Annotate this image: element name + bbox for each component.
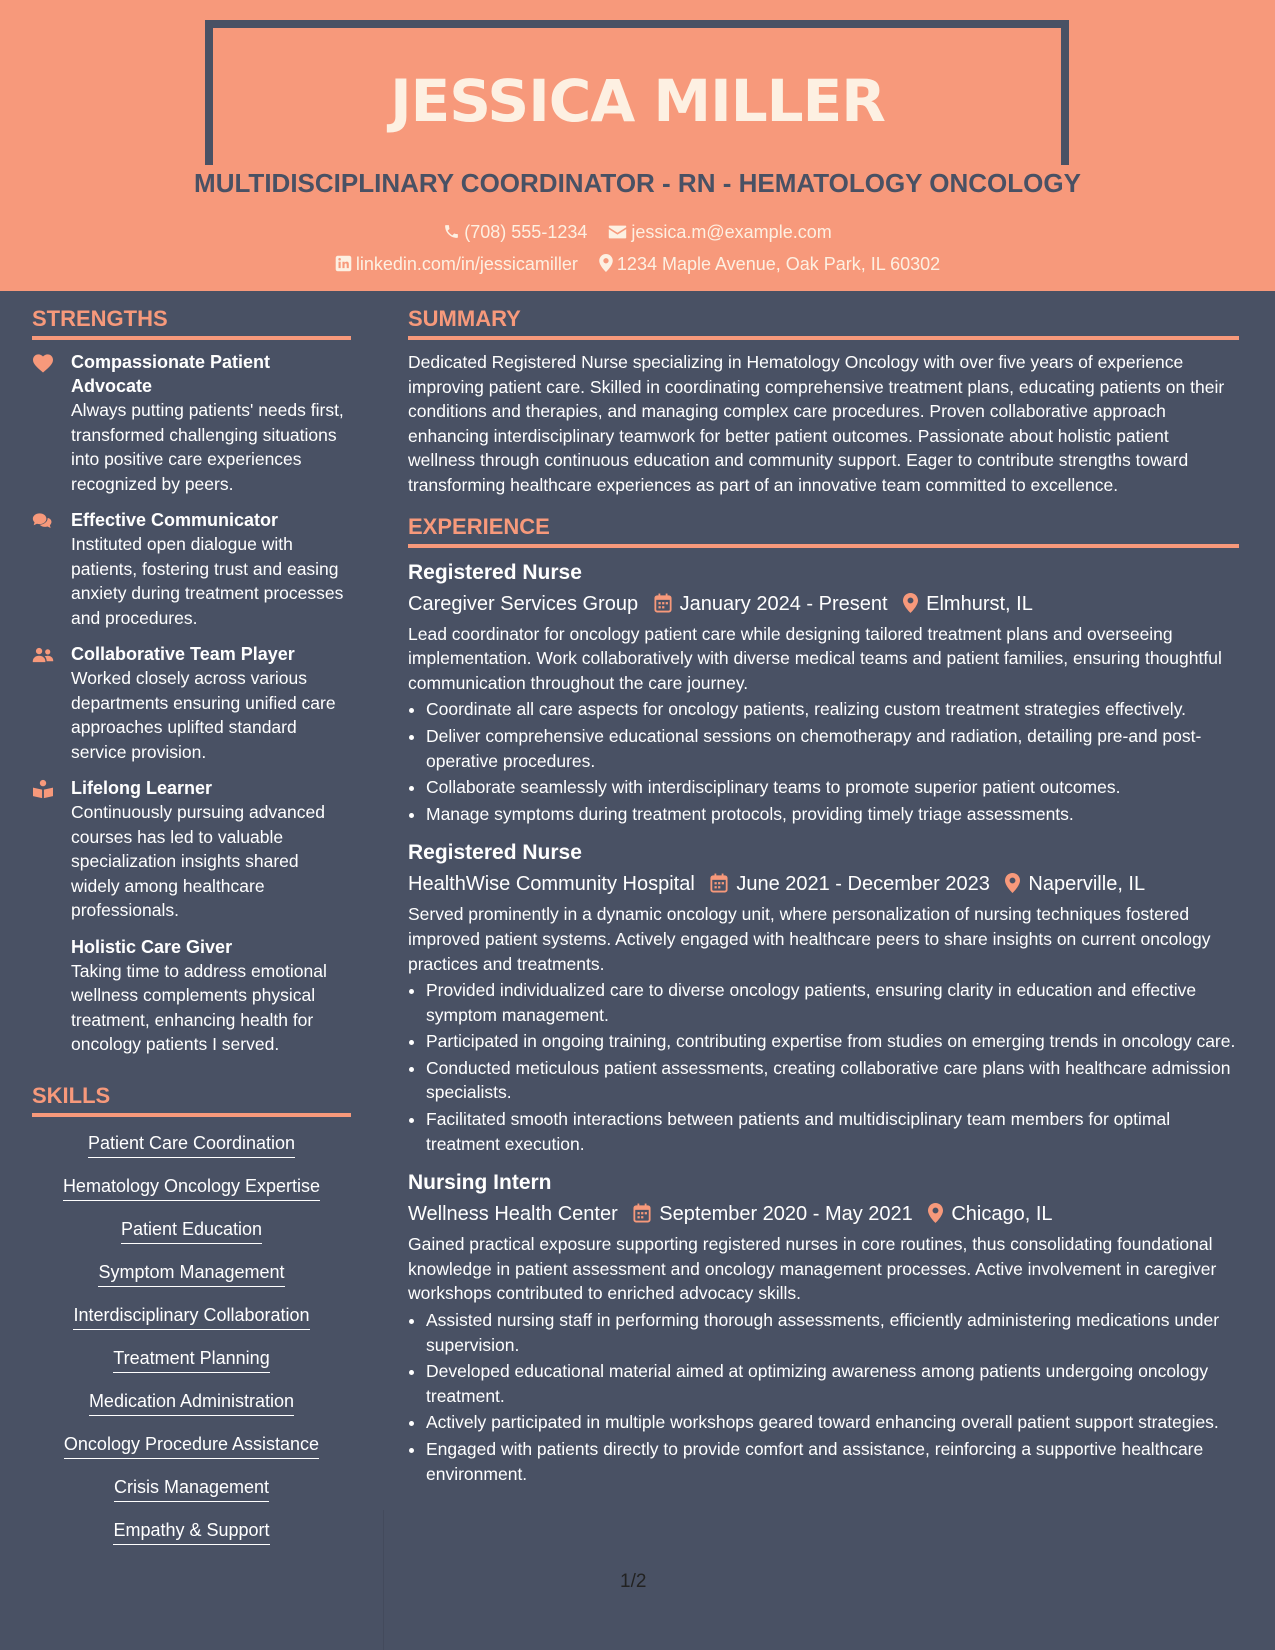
- strength-title: Collaborative Team Player: [71, 644, 295, 664]
- skill-item: Empathy & Support: [113, 1518, 269, 1545]
- job-title: Nursing Intern: [408, 1171, 552, 1195]
- skill-item: Patient Care Coordination: [88, 1131, 295, 1158]
- job-entry: [408, 838, 1239, 1156]
- bullet-item: • Engaged with patients directly to provide comfort and assistance, reinforcing a supportive healthcare environment.: [426, 1437, 1239, 1486]
- bullet-item: • Collaborate seamlessly with interdisciplinary teams to promote superior patient outcomes.: [426, 775, 1239, 800]
- strength-desc: Always putting patients' needs first, transformed challenging situations into positive care experiences recognized by peers.: [71, 400, 344, 494]
- job-location-text: Elmhurst, IL: [926, 592, 1033, 615]
- job-dates: [654, 588, 888, 620]
- strength-title: Effective Communicator: [71, 510, 279, 530]
- job-dates: [633, 1198, 913, 1230]
- skill-item: Symptom Management: [98, 1260, 284, 1287]
- contact-row-2: [0, 251, 1275, 277]
- bullet-item: • Manage symptoms during treatment protocols, providing timely triage assessments.: [426, 802, 1239, 827]
- summary-text: Dedicated Registered Nurse specializing in Hematology Oncology with over five years of experience improving patient care. Skilled in coordinating comprehensive treatment plans, educating patients on their conditions and therapies, and managing complex care procedures. Proven collaborative approach enhancing interdisciplinary teamwork for better patient outcomes. Passionate about holistic patient wellness through continuous education and community support. Eager to contribute strengths toward transforming healthcare experiences as part of an innovative team committed to excellence.: [408, 352, 1225, 495]
- job-company: Caregiver Services Group: [408, 592, 639, 615]
- strength-item: [32, 642, 351, 764]
- bullet-item: • Assisted nursing staff in performing thorough assessments, efficiently administering medications under supervision.: [426, 1308, 1239, 1357]
- skill-item: Treatment Planning: [113, 1346, 269, 1373]
- strength-desc: Worked closely across various departments ensuring unified care approaches uplifted standard service provision.: [71, 668, 336, 762]
- experience-heading: EXPERIENCE: [408, 510, 1239, 548]
- candidate-name: JESSICA MILLER: [390, 67, 885, 135]
- page-number: 1/2: [620, 1571, 647, 1592]
- strength-desc: Taking time to address emotional wellness complements physical treatment, enhancing health for oncology patients I served.: [71, 960, 327, 1054]
- calendar-icon: [710, 873, 728, 893]
- skill-item: Interdisciplinary Collaboration: [73, 1303, 309, 1330]
- strength-item: [32, 935, 351, 1057]
- phone-contact[interactable]: [443, 219, 587, 245]
- envelope-icon: [608, 224, 627, 240]
- strength-item: [32, 508, 351, 630]
- linkedin-icon: [335, 255, 352, 272]
- job-dates: [710, 868, 990, 900]
- job-title: Registered Nurse: [408, 841, 582, 865]
- strength-desc: Continuously pursuing advanced courses has led to valuable specialization insights shared widely among healthcare professionals.: [71, 802, 325, 920]
- skill-item: Crisis Management: [114, 1475, 269, 1502]
- job-description: Lead coordinator for oncology patient care while designing tailored treatment plans and overseeing implementation. Work collaboratively with diverse medical teams and patient families, ensuring thoughtful communication throughout the care journey.: [408, 623, 1222, 693]
- job-company: HealthWise Community Hospital: [408, 873, 695, 896]
- strength-item: [32, 350, 351, 496]
- phone-text: (708) 555-1234: [464, 222, 588, 242]
- job-entry: [408, 1168, 1239, 1486]
- job-title: Registered Nurse: [408, 560, 582, 584]
- email-text: jessica.m@example.com: [631, 222, 832, 242]
- map-pin-icon: [903, 593, 918, 613]
- bullet-item: • Provided individualized care to diverse oncology patients, ensuring clarity in education and effective symptom management.: [426, 978, 1239, 1027]
- strength-desc: Instituted open dialogue with patients, fostering trust and easing anxiety during treatment processes and procedures.: [71, 534, 344, 628]
- bullet-item: • Deliver comprehensive educational sessions on chemotherapy and radiation, detailing pre-and post-operative procedures.: [426, 724, 1239, 773]
- job-location-text: Chicago, IL: [951, 1203, 1053, 1226]
- bullet-item: • Coordinate all care aspects for oncology patients, realizing custom treatment strategies effectively.: [426, 697, 1239, 722]
- email-contact[interactable]: [608, 219, 831, 245]
- bullet-item: • Developed educational material aimed at optimizing awareness among patients undergoing oncology treatment.: [426, 1359, 1239, 1408]
- bullet-item: • Facilitated smooth interactions between patients and multidisciplinary team members for optimal treatment execution.: [426, 1107, 1239, 1156]
- job-dates-text: September 2020 - May 2021: [659, 1203, 913, 1226]
- skills-heading: SKILLS: [32, 1079, 351, 1117]
- header: [0, 0, 1275, 291]
- strength-item: [32, 776, 351, 923]
- bullet-item: • Actively participated in multiple workshops geared toward enhancing overall patient support strategies.: [426, 1410, 1239, 1435]
- address-contact: [599, 251, 940, 277]
- users-icon: [32, 645, 54, 665]
- summary-heading: SUMMARY: [408, 302, 1239, 340]
- bullet-item: • Conducted meticulous patient assessments, creating collaborative care plans with healthcare admission specialists.: [426, 1056, 1239, 1105]
- job-location-text: Naperville, IL: [1028, 873, 1146, 896]
- left-column: [32, 302, 351, 1561]
- contact-row-1: [0, 219, 1275, 245]
- job-title-headline: MULTIDISCIPLINARY COORDINATOR - RN - HEMATOLOGY ONCOLOGY: [194, 168, 1081, 198]
- linkedin-contact[interactable]: [335, 251, 578, 277]
- job-bullets: [408, 1308, 1239, 1486]
- strength-title: Lifelong Learner: [71, 778, 213, 798]
- phone-icon: [443, 223, 460, 240]
- map-pin-icon: [928, 1203, 943, 1223]
- bullet-item: • Participated in ongoing training, contributing expertise from studies on emerging trends in oncology care.: [426, 1029, 1239, 1054]
- job-dates-text: June 2021 - December 2023: [736, 873, 990, 896]
- job-meta: [408, 1198, 1239, 1230]
- job-company: Wellness Health Center: [408, 1203, 618, 1226]
- calendar-icon: [654, 593, 672, 613]
- column-divider: [383, 1510, 384, 1650]
- job-bullets: [408, 697, 1239, 826]
- skill-item: Medication Administration: [89, 1389, 294, 1416]
- calendar-icon: [633, 1203, 651, 1223]
- skill-item: Hematology Oncology Expertise: [63, 1174, 320, 1201]
- right-column: [408, 302, 1239, 1498]
- reader-icon: [32, 779, 54, 799]
- job-meta: [408, 588, 1239, 620]
- job-location: [1005, 868, 1145, 900]
- job-meta: [408, 868, 1239, 900]
- strengths-heading: STRENGTHS: [32, 302, 351, 340]
- strength-title: Compassionate Patient Advocate: [71, 352, 271, 396]
- job-description: Gained practical exposure supporting registered nurses in core routines, thus consolidating foundational knowledge in patient assessment and oncology management processes. Active involvement in caregiver workshops contributed to enriched advocacy skills.: [408, 1234, 1217, 1304]
- job-location: [903, 588, 1033, 620]
- job-location: [928, 1198, 1052, 1230]
- address-text: 1234 Maple Avenue, Oak Park, IL 60302: [616, 254, 941, 274]
- job-entry: [408, 558, 1239, 827]
- job-bullets: [408, 978, 1239, 1156]
- map-pin-icon: [599, 254, 613, 272]
- skill-item: Patient Education: [121, 1217, 262, 1244]
- linkedin-text: linkedin.com/in/jessicamiller: [355, 254, 578, 274]
- chat-icon: [32, 511, 54, 531]
- map-pin-icon: [1005, 873, 1020, 893]
- skill-item: Oncology Procedure Assistance: [64, 1432, 319, 1459]
- skills-list: [32, 1127, 351, 1561]
- job-description: Served prominently in a dynamic oncology unit, where personalization of nursing techniques fostered improved patient systems. Actively engaged with healthcare peers to share insights on current oncology practices and treatments.: [408, 904, 1211, 974]
- heart-icon: [32, 353, 54, 373]
- strength-title: Holistic Care Giver: [71, 936, 233, 957]
- job-dates-text: January 2024 - Present: [679, 592, 888, 615]
